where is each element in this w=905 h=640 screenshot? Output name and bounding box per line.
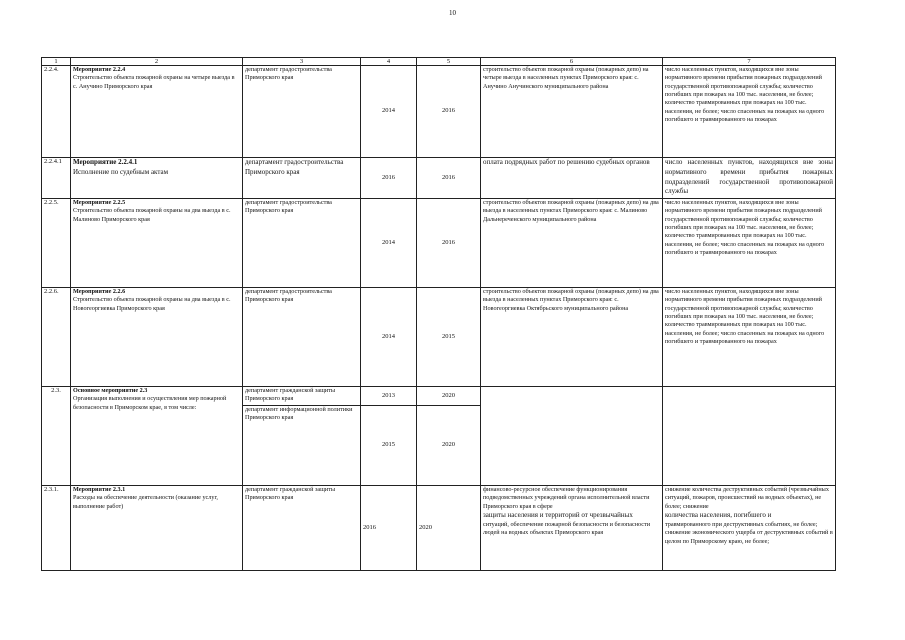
dept-cell: департамент градостроительства Приморского края [243, 199, 361, 288]
end-year: 2016 [417, 66, 481, 158]
measures-table [41, 57, 836, 571]
measure-title: Мероприятие 2.2.4.1 [73, 158, 138, 166]
result-cell: строительство объектов пожарной охраны (пожарных депо) на два выезда в населенных пунктах Приморского края: с. Новогеоргиевка Октябрьского муниципального района [481, 288, 663, 387]
result-text: защиты населения и территорий от чрезвычайных [483, 511, 633, 520]
end-year: 2016 [417, 199, 481, 288]
header-cell: 4 [361, 58, 417, 66]
measure-title: Мероприятие 2.2.6 [73, 288, 126, 295]
measure-title: Мероприятие 2.3.1 [73, 486, 126, 493]
start-year: 2016 [361, 486, 417, 571]
dept-cell: департамент градостроительства Приморского края [243, 158, 361, 199]
indicator-cell [663, 486, 836, 571]
row-number: 2.2.5. [42, 199, 71, 288]
header-cell: 1 [42, 58, 71, 66]
table-row [42, 288, 836, 387]
indicator-cell: число населенных пунктов, находящихся вне зоны нормативного времени прибытия пожарных подразделений государственной противопожарной службы; количество погибших при пожарах на 100 тыс. населения, не более; количество травмированных при пожарах на 100 тыс. населения, не более; число спасенных на пожарах на одного погибшего и травмированного на пожарах [663, 66, 836, 158]
measure-cell [71, 158, 243, 199]
page-number: 10 [449, 9, 456, 17]
result-cell: строительство объектов пожарной охраны (пожарных депо) на четыре выезда в населенных пунктах Приморского края: с. Анучино Анучинского муниципального района [481, 66, 663, 158]
indicator-text: снижение количества деструктивных событий (чрезвычайных ситуаций, пожаров, происшествий на водных объектах), не более; снижение [665, 486, 829, 510]
result-text: финансово-ресурсное обеспечение функционирования подведомственных учреждений органа исполнительной власти Приморского края в сфере [483, 486, 650, 510]
row-number: 2.2.6. [42, 288, 71, 387]
measure-cell [71, 199, 243, 288]
end-year: 2020 [417, 387, 481, 406]
table-row [42, 66, 836, 158]
end-year: 2020 [417, 406, 481, 486]
measure-cell [71, 66, 243, 158]
indicator-text: количества населения, погибшего и [665, 511, 772, 520]
result-text: ситуаций, обеспечение пожарной безопасности и безопасности людей на водных объектах Приморского края [483, 520, 651, 537]
dept-cell: департамент гражданской защиты Приморского края [243, 486, 361, 571]
measure-cell [71, 486, 243, 571]
table-row [42, 486, 836, 571]
measure-cell [71, 288, 243, 387]
measure-desc: Строительство объекта пожарной охраны на два выезда в с. Малиново Приморского края [73, 207, 231, 223]
measure-desc: Исполнение по судебным актам [73, 167, 169, 176]
table-row [42, 158, 836, 199]
row-number: 2.2.4.1 [42, 158, 71, 199]
result-cell: строительство объектов пожарной охраны (пожарных депо) на два выезда в населенных пунктах Приморского края: с. Малиново Дальнереченского муниципального района [481, 199, 663, 288]
measure-title: Мероприятие 2.2.5 [73, 199, 126, 206]
row-number: 2.3.1. [42, 486, 71, 571]
end-year: 2016 [417, 158, 481, 199]
header-cell: 7 [663, 58, 836, 66]
table-row [42, 199, 836, 288]
row-number: 2.3. [42, 387, 71, 486]
header-row [42, 58, 836, 66]
start-year: 2013 [361, 387, 417, 406]
header-cell: 6 [481, 58, 663, 66]
measure-desc: Организация выполнения и осуществления мер пожарной безопасности в Приморском крае, в том числе: [73, 395, 227, 411]
start-year: 2016 [361, 158, 417, 199]
dept-cell: департамент градостроительства Приморского края [243, 66, 361, 158]
dept-cell: департамент градостроительства Приморского края [243, 288, 361, 387]
dept-cell: департамент информационной политики Приморского края [243, 406, 361, 486]
indicator-cell [663, 387, 836, 486]
row-number: 2.2.4. [42, 66, 71, 158]
result-cell [481, 486, 663, 571]
result-cell [481, 387, 663, 486]
header-cell: 3 [243, 58, 361, 66]
result-cell: оплата подрядных работ по решению судебных органов [481, 158, 663, 199]
start-year: 2014 [361, 199, 417, 288]
measure-title: Основное мероприятие 2.3 [73, 387, 148, 394]
dept-cell: департамент гражданской защиты Приморского края [243, 387, 361, 406]
header-cell: 5 [417, 58, 481, 66]
measure-title: Мероприятие 2.2.4 [73, 66, 126, 73]
measure-desc: Расходы на обеспечение деятельности (оказание услуг, выполнение работ) [73, 494, 218, 510]
start-year: 2015 [361, 406, 417, 486]
end-year: 2015 [417, 288, 481, 387]
indicator-cell: число населенных пунктов, находящихся вне зоны нормативного времени прибытия пожарных подразделений государственной противопожарной службы; количество погибших при пожарах на 100 тыс. населения, не более; количество травмированных при пожарах на 100 тыс. населения, не более; число спасенных на пожарах на одного погибшего и травмированного на пожарах [663, 288, 836, 387]
start-year: 2014 [361, 66, 417, 158]
indicator-cell: число населенных пунктов, находящихся вне зоны нормативного времени прибытия пожарных подразделений государственной противопожарной службы; количество погибших при пожарах на 100 тыс. населения, не более; количество травмированных при пожарах на 100 тыс. населения, не более; число спасенных на пожарах на одного погибшего и травмированного на пожарах [663, 199, 836, 288]
end-year: 2020 [417, 486, 481, 571]
table-row [42, 387, 836, 406]
measure-desc: Строительство объекта пожарной охраны на четыре выезда в с. Анучино Приморского края [73, 74, 235, 90]
measure-desc: Строительство объекта пожарной охраны на два выезда в с. Новогеоргиевка Приморского края [73, 296, 231, 312]
indicator-text: травмированного при деструктивных событиях, не более; снижение экономического ущерба от деструктивных событий в целом по Приморскому краю, не более; [665, 520, 833, 545]
measure-cell [71, 387, 243, 486]
header-cell: 2 [71, 58, 243, 66]
start-year: 2014 [361, 288, 417, 387]
indicator-cell: число населенных пунктов, находящихся вне зоны нормативного времени прибытия пожарных подразделений государственной противопожарной службы [663, 158, 836, 199]
